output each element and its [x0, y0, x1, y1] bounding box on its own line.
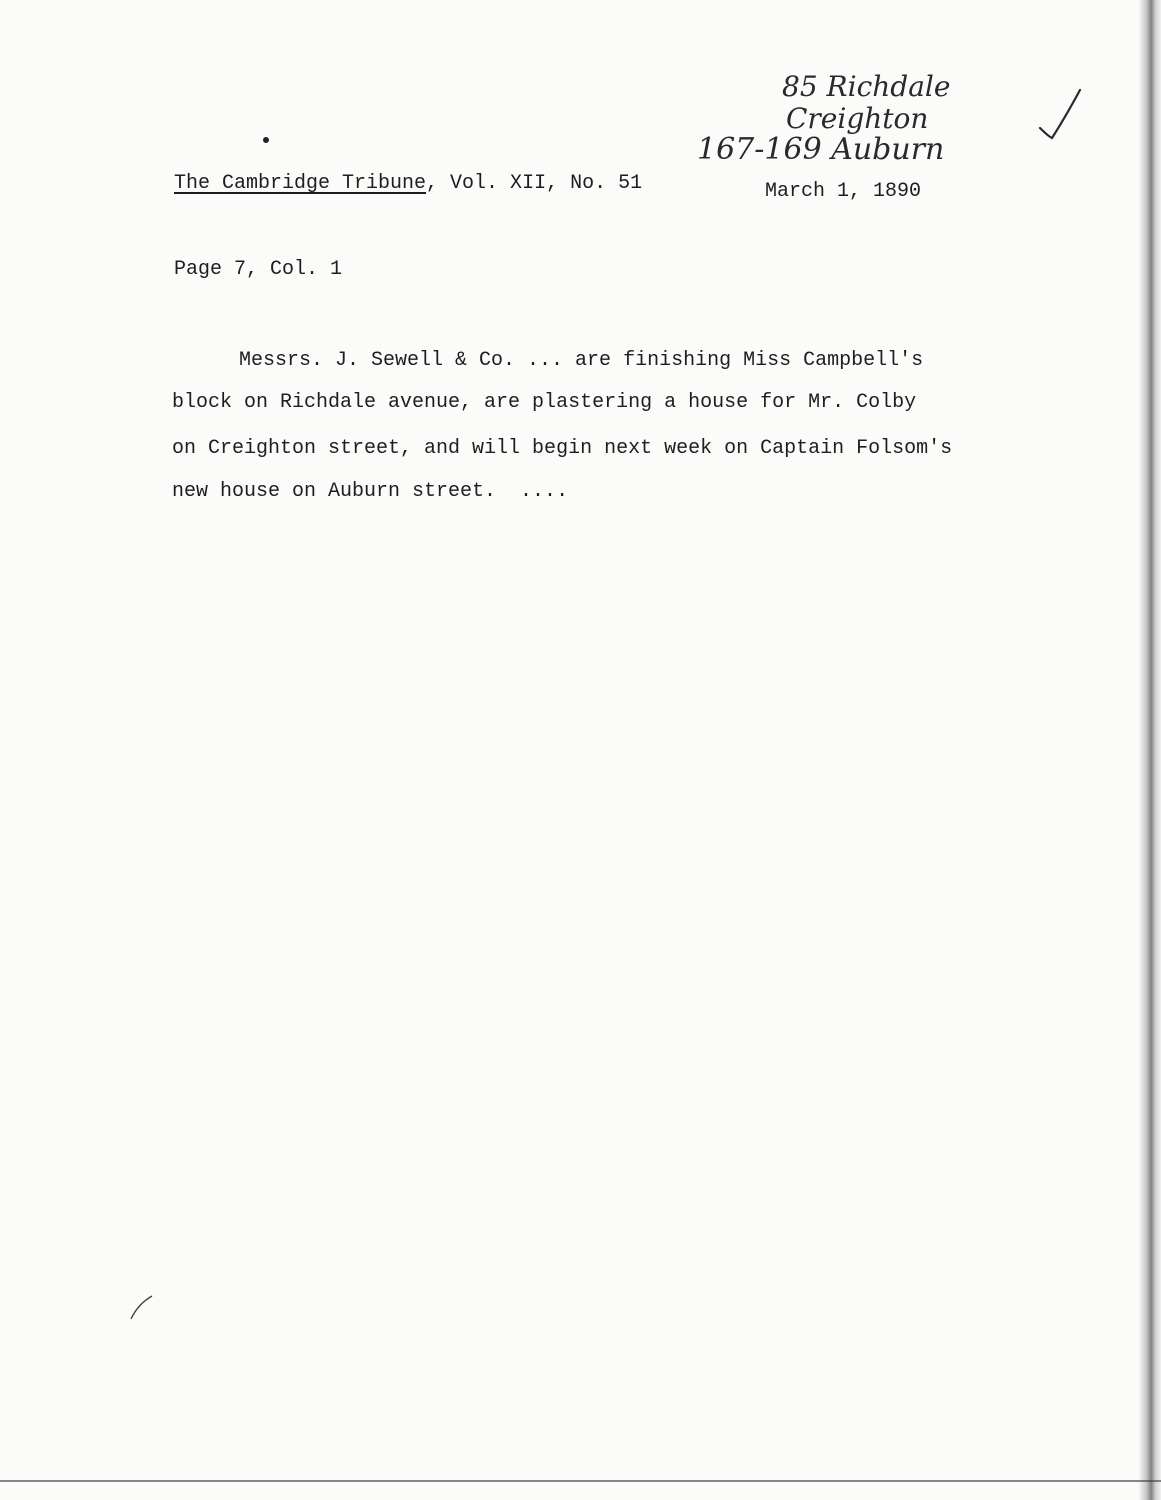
page-reference: Page 7, Col. 1: [174, 258, 343, 281]
paragraph-line-4: new house on Auburn street. ....: [172, 480, 569, 503]
paragraph-line-2: block on Richdale avenue, are plastering a house for Mr. Colby: [172, 391, 917, 414]
publication-title: The Cambridge Tribune: [174, 172, 427, 195]
dot-mark: [263, 137, 269, 143]
publication-date: March 1, 1890: [765, 180, 922, 203]
handwritten-note-creighton: Creighton: [786, 102, 929, 135]
stray-mark-icon: [128, 1292, 158, 1322]
paragraph-line-3: on Creighton street, and will begin next week on Captain Folsom's: [172, 437, 953, 460]
handwritten-note-richdale: 85 Richdale: [782, 70, 951, 103]
checkmark-icon: [1036, 86, 1086, 142]
paragraph-line-1: Messrs. J. Sewell & Co. ... are finishing Miss Campbell's: [239, 349, 924, 372]
scan-bottom-edge: [0, 1480, 1161, 1482]
handwritten-note-auburn: 167-169 Auburn: [697, 132, 945, 167]
citation-header: [174, 172, 642, 195]
scan-right-edge: [1139, 0, 1161, 1500]
volume-issue: , Vol. XII, No. 51: [426, 172, 643, 195]
